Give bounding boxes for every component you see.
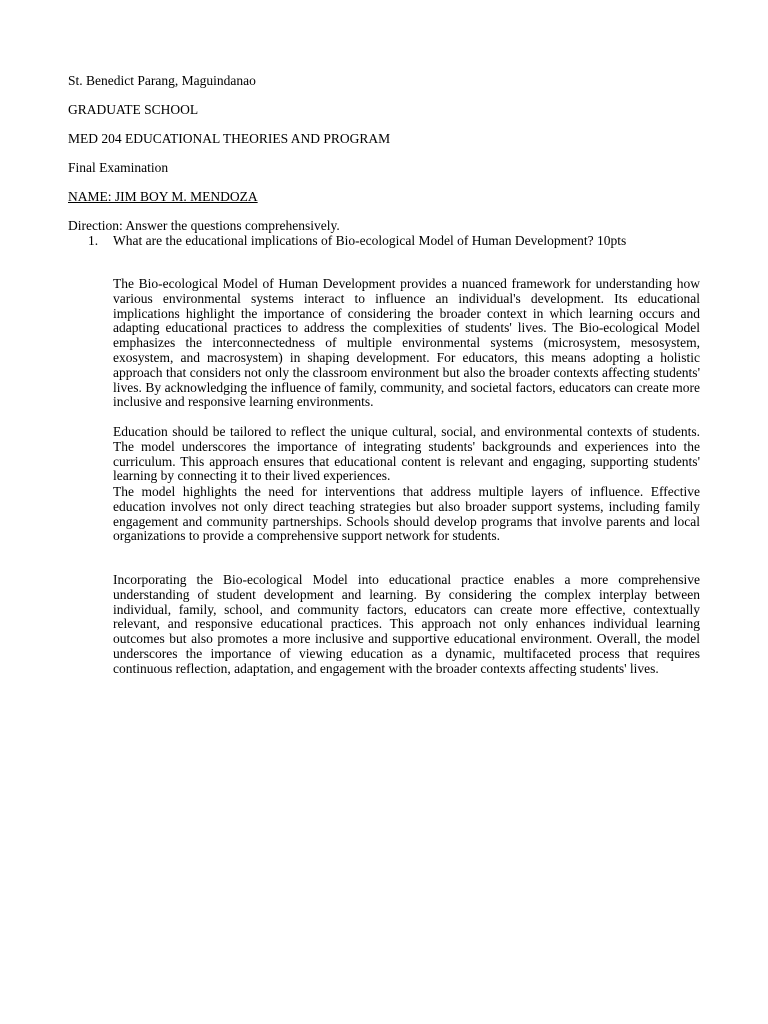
school-line: GRADUATE SCHOOL [68, 102, 199, 117]
answer-paragraph-3: The model highlights the need for interventions that address multiple layers of influence. Effective education involves not only direct teaching strategies but also broader support systems, including family engagement and community partnerships. Schools should develop programs that involve parents and local organizations to provide a comprehensive support network for students. [113, 484, 700, 544]
answer-paragraph-1: The Bio-ecological Model of Human Development provides a nuanced framework for understanding how various environmental systems interact to influence an individual's development. Its educational implications highlight the importance of considering the broader context in which learning occurs and adapting educational practices to address the complexities of students' lives. The Bio-ecological Model emphasizes the interconnectedness of multiple environmental systems (microsystem, mesosystem, exosystem, and macrosystem) in shaping development. For educators, this means adopting a holistic approach that considers not only the classroom environment but also the broader contexts affecting students' lives. By acknowledging the influence of family, community, and societal factors, educators can create more inclusive and responsive learning environments. [113, 276, 700, 410]
student-name-line: NAME: JIM BOY M. MENDOZA [68, 189, 258, 204]
direction-line: Direction: Answer the questions comprehensively. [68, 218, 340, 233]
exam-line: Final Examination [68, 160, 169, 175]
institution-line: St. Benedict Parang, Maguindanao [68, 73, 256, 88]
question-text: What are the educational implications of Bio-ecological Model of Human Development? 10pts [113, 233, 627, 248]
question-number: 1. [88, 233, 99, 248]
answer-paragraph-4: Incorporating the Bio-ecological Model into educational practice enables a more comprehensive understanding of student development and learning. By considering the complex interplay between individual, family, school, and community factors, educators can create more effective, contextually relevant, and responsive educational practices. This approach not only enhances individual learning outcomes but also promotes a more inclusive and supportive educational environment. Overall, the model underscores the importance of viewing education as a dynamic, multifaceted process that requires continuous reflection, adaptation, and engagement with the broader contexts affecting students' lives. [113, 572, 700, 676]
answer-paragraph-2: Education should be tailored to reflect the unique cultural, social, and environmental contexts of students. The model underscores the importance of integrating students' backgrounds and experiences into the curriculum. This approach ensures that educational content is relevant and engaging, supporting students' learning by connecting it to their lived experiences. [113, 424, 700, 484]
course-line: MED 204 EDUCATIONAL THEORIES AND PROGRAM [68, 131, 391, 146]
question-item [88, 233, 626, 249]
